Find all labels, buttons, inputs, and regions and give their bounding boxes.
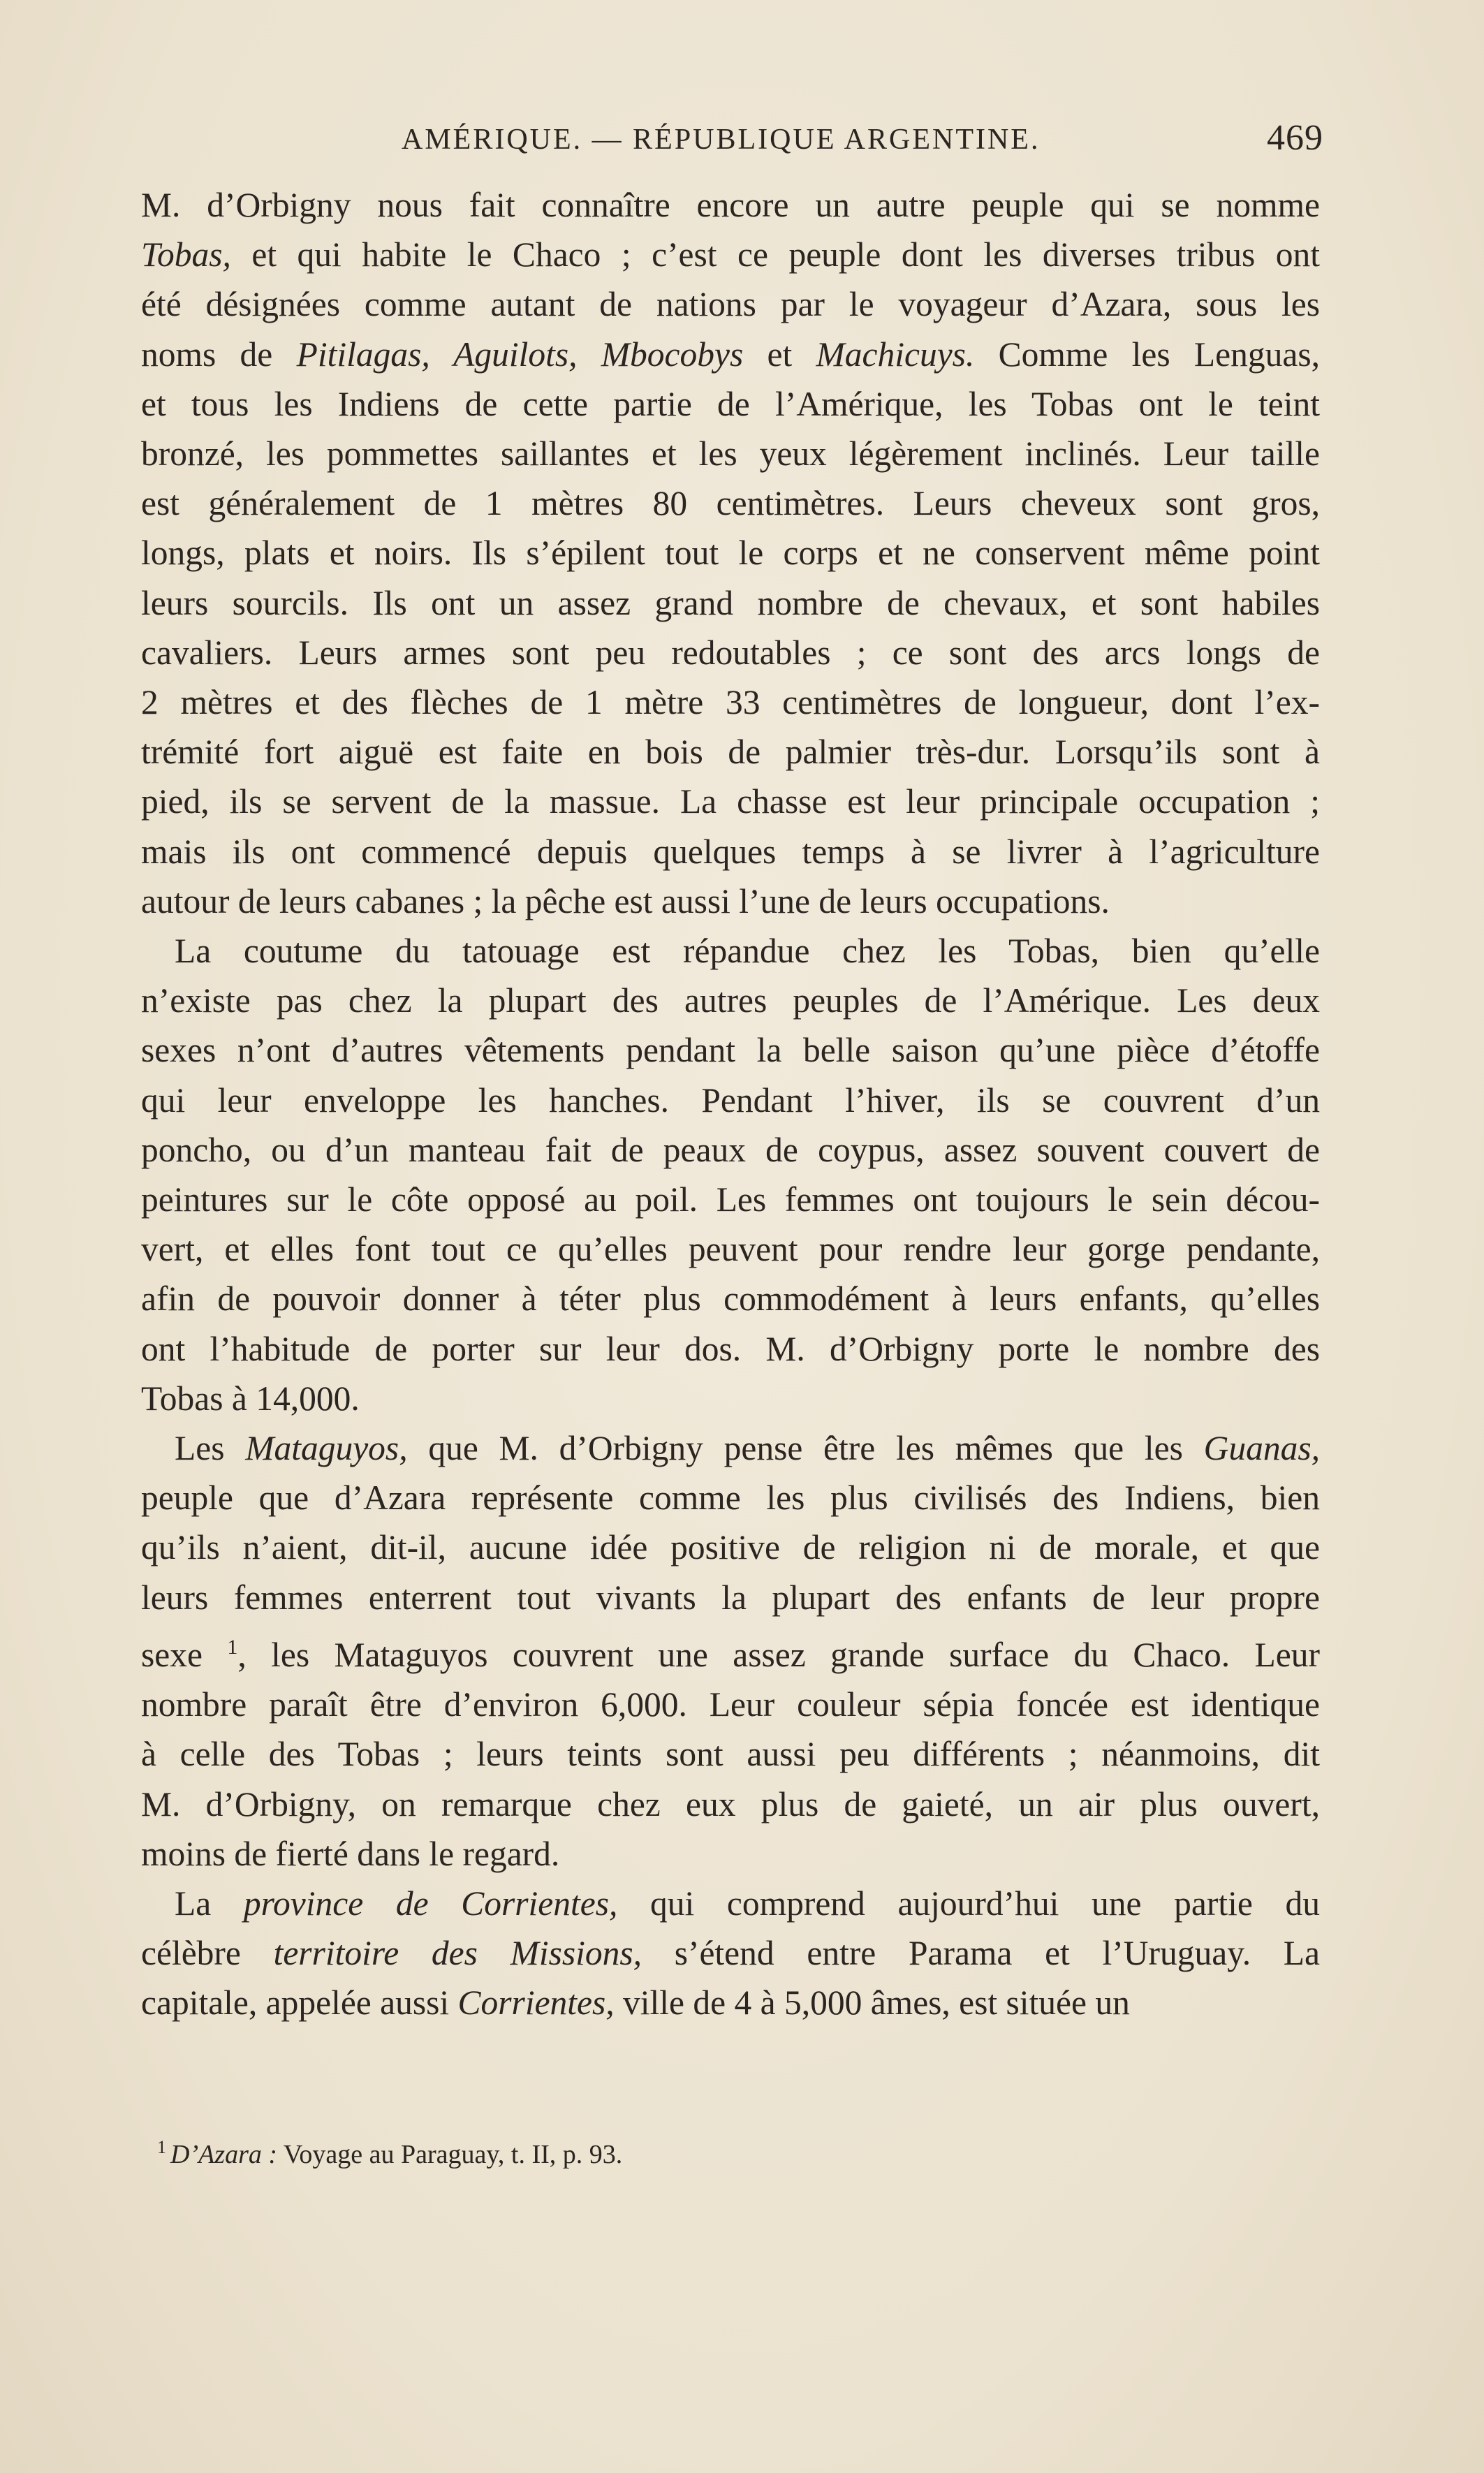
footnote-author: D’Azara :: [170, 2140, 278, 2169]
text-line: [141, 1324, 1320, 1374]
text-segment: 2 mètres et des flèches de 1 mètre 33 centimètres de longueur, dont l’ex-: [141, 683, 1320, 722]
text-segment: poncho, ou d’un manteau fait de peaux de coypus, assez souvent couvert de: [141, 1130, 1320, 1169]
text-line: [141, 1779, 1320, 1829]
text-segment: bronzé, les pommettes saillantes et les yeux légèrement inclinés. Leur taille: [141, 434, 1320, 474]
text-segment: trémité fort aiguë est faite en bois de palmier très-dur. Lorsqu’ils sont à: [141, 733, 1320, 772]
italic-text: Mataguyos,: [245, 1429, 408, 1468]
text-segment: vert, et elles font tout ce qu’elles peuvent pour rendre leur gorge pendante,: [141, 1230, 1320, 1269]
text-segment: Comme les Lenguas,: [974, 335, 1320, 374]
body-text: [141, 180, 1320, 2028]
italic-text: Machicuys.: [816, 335, 975, 374]
text-line: [141, 180, 1320, 230]
text-segment: mais ils ont commencé depuis quelques temps à se livrer à l’agriculture: [141, 832, 1320, 871]
text-line: [141, 1978, 1320, 2027]
text-line: [141, 926, 1320, 976]
text-segment: qui leur enveloppe les hanches. Pendant l’hiver, ils se couvrent d’un: [141, 1080, 1320, 1120]
text-segment: nombre paraît être d’environ 6,000. Leur couleur sépia foncée est identique: [141, 1685, 1320, 1724]
footnote-text: Voyage au Paraguay, t. II, p. 93.: [277, 2140, 623, 2169]
italic-text: Corrientes,: [457, 1983, 615, 2023]
text-line: [141, 528, 1320, 578]
italic-text: Pitilagas, Aguilots, Mbocobys: [296, 335, 744, 374]
text-line: [141, 1473, 1320, 1522]
text-line: [141, 1423, 1320, 1473]
paragraph: [141, 1879, 1320, 2028]
text-segment: La: [175, 1884, 244, 1923]
text-line: [141, 1879, 1320, 1928]
text-segment: qu’ils n’aient, dit-il, aucune idée positive de religion ni de morale, et que: [141, 1528, 1320, 1567]
text-line: [141, 976, 1320, 1025]
text-line: [141, 379, 1320, 429]
text-segment: est généralement de 1 mètres 80 centimètres. Leurs cheveux sont gros,: [141, 484, 1320, 523]
text-segment: noms de: [141, 335, 297, 374]
text-segment: et: [743, 335, 816, 374]
text-line: [141, 279, 1320, 329]
text-line: [141, 1274, 1320, 1323]
text-segment: longs, plats et noirs. Ils s’épilent tout le corps et ne conservent même point: [141, 534, 1320, 573]
text-segment: leurs sourcils. Ils ont un assez grand nombre de chevaux, et sont habiles: [141, 583, 1320, 622]
text-line: [141, 1175, 1320, 1224]
text-line: [141, 1829, 1320, 1879]
italic-text: Tobas,: [141, 235, 231, 274]
footnote-mark: 1: [157, 2137, 166, 2157]
text-line: [141, 628, 1320, 677]
text-line: [141, 1680, 1320, 1729]
text-line: [141, 777, 1320, 826]
text-segment: sexes n’ont d’autres vêtements pendant la belle saison qu’une pièce d’étoffe: [141, 1031, 1320, 1070]
text-line: [141, 1729, 1320, 1779]
paragraph: [141, 926, 1320, 1423]
text-segment: , les Mataguyos couvrent une assez grande surface du Chaco. Leur: [237, 1635, 1320, 1674]
text-segment: moins de fierté dans le regard.: [141, 1834, 560, 1873]
text-line: [141, 1522, 1320, 1572]
paragraph: [141, 1423, 1320, 1879]
text-segment: s’étend entre Parama et l’Uruguay. La: [642, 1934, 1320, 1973]
text-segment: cavaliers. Leurs armes sont peu redoutables ; ce sont des arcs longs de: [141, 633, 1320, 672]
running-title: AMÉRIQUE. — RÉPUBLIQUE ARGENTINE.: [402, 124, 1041, 156]
text-segment: pied, ils se servent de la massue. La chasse est leur principale occupation ;: [141, 782, 1320, 821]
text-line: [141, 230, 1320, 279]
text-segment: qui comprend aujourd’hui une partie du: [617, 1884, 1320, 1923]
text-line: [141, 1125, 1320, 1175]
text-segment: ville de 4 à 5,000 âmes, est située un: [614, 1983, 1130, 2023]
text-segment: que M. d’Orbigny pense être les mêmes que les: [407, 1429, 1204, 1468]
text-segment: autour de leurs cabanes ; la pêche est aussi l’une de leurs occupations.: [141, 881, 1110, 920]
text-segment: Les: [175, 1429, 246, 1468]
running-header: [402, 117, 1323, 159]
text-segment: et tous les Indiens de cette partie de l’Amérique, les Tobas ont le teint: [141, 384, 1320, 423]
footnote: [157, 2137, 622, 2170]
text-line: [141, 1224, 1320, 1274]
text-segment: M. d’Orbigny, on remarque chez eux plus de gaieté, un air plus ouvert,: [141, 1784, 1320, 1823]
text-segment: La coutume du tatouage est répandue chez les Tobas, bien qu’elle: [175, 932, 1320, 971]
text-line: [141, 478, 1320, 528]
text-segment: célèbre: [141, 1934, 274, 1973]
text-line: [141, 827, 1320, 876]
italic-text: territoire des Missions,: [273, 1934, 642, 1973]
text-segment: Tobas à 14,000.: [141, 1379, 360, 1418]
text-segment: sexe: [141, 1635, 228, 1674]
page-number: 469: [1267, 118, 1323, 158]
text-line: [141, 1374, 1320, 1423]
text-segment: capitale, appelée aussi: [141, 1983, 458, 2023]
text-line: [141, 1622, 1320, 1680]
text-line: [141, 1025, 1320, 1075]
text-segment: ont l’habitude de porter sur leur dos. M. d’Orbigny porte le nombre des: [141, 1329, 1320, 1368]
text-segment: et qui habite le Chaco ; c’est ce peuple dont les diverses tribus ont: [230, 235, 1320, 274]
text-line: [141, 429, 1320, 478]
text-line: [141, 876, 1320, 926]
italic-text: province de Corrientes,: [243, 1884, 618, 1923]
text-segment: n’existe pas chez la plupart des autres peuples de l’Amérique. Les deux: [141, 981, 1320, 1020]
italic-text: Guanas,: [1203, 1429, 1320, 1468]
text-line: [141, 578, 1320, 628]
text-line: [141, 1076, 1320, 1125]
text-segment: M. d’Orbigny nous fait connaître encore un autre peuple qui se nomme: [141, 186, 1320, 224]
text-segment: peintures sur le côte opposé au poil. Les femmes ont toujours le sein décou-: [141, 1180, 1320, 1219]
footnote-ref: 1: [227, 1635, 238, 1659]
text-segment: afin de pouvoir donner à téter plus commodément à leurs enfants, qu’elles: [141, 1279, 1320, 1319]
text-segment: été désignées comme autant de nations par le voyageur d’Azara, sous les: [141, 285, 1320, 324]
text-segment: leurs femmes enterrent tout vivants la plupart des enfants de leur propre: [141, 1578, 1320, 1617]
text-segment: à celle des Tobas ; leurs teints sont aussi peu différents ; néanmoins, dit: [141, 1735, 1320, 1774]
text-line: [141, 727, 1320, 777]
text-line: [141, 330, 1320, 379]
paragraph: [141, 180, 1320, 926]
text-line: [141, 677, 1320, 727]
text-line: [141, 1928, 1320, 1978]
text-segment: peuple que d’Azara représente comme les plus civilisés des Indiens, bien: [141, 1478, 1320, 1518]
text-line: [141, 1573, 1320, 1622]
